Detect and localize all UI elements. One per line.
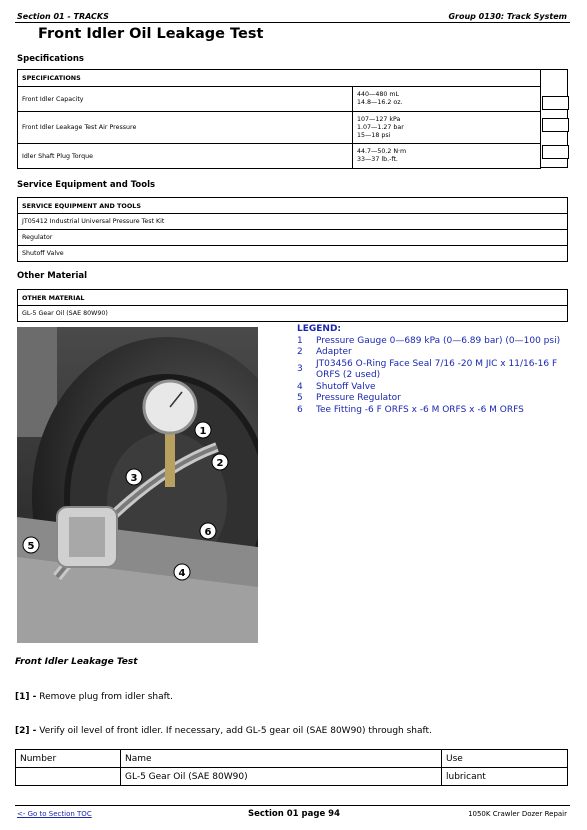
- section-toc-link[interactable]: <- Go to Section TOC: [17, 810, 92, 818]
- figure-caption: Front Idler Leakage Test: [15, 657, 138, 667]
- table-row: Shutoff Valve: [18, 246, 568, 262]
- callout-1: 1: [199, 426, 207, 437]
- legend: [297, 324, 567, 416]
- other-material-heading: Other Material: [17, 271, 88, 281]
- specifications-table: [17, 69, 541, 169]
- legend-item: 3 JT03456 O-Ring Face Seal 7/16 -20 M JIC x 11/16-16 F ORFS (2 used): [297, 358, 558, 380]
- table-header-row: Number Name Use: [16, 750, 568, 768]
- other-material-table-header: OTHER MATERIAL: [18, 290, 568, 306]
- specifications-table-header: SPECIFICATIONS: [18, 70, 541, 87]
- spec-value: 107—127 kPa 1.07—1.27 bar 15—18 psi: [353, 112, 541, 144]
- section-label: Section 01 - TRACKS: [17, 12, 109, 21]
- spec-checkbox[interactable]: [542, 118, 569, 132]
- spec-checkbox[interactable]: [542, 145, 569, 159]
- table-row: Regulator: [18, 230, 568, 246]
- callout-4: 4: [178, 568, 186, 579]
- group-label: Group 0130: Track System: [448, 12, 567, 21]
- legend-item: 1 Pressure Gauge 0—689 kPa (0—6.89 bar) (0—100 psi): [297, 335, 561, 346]
- spec-checkbox[interactable]: [542, 96, 569, 110]
- other-material-table: [17, 289, 568, 322]
- table-row: [18, 144, 541, 169]
- spec-value: 440—480 mL 14.8—16.2 oz.: [353, 87, 541, 112]
- legend-item: 5 Pressure Regulator: [297, 393, 401, 403]
- table-row: JT05412 Industrial Universal Pressure Test Kit: [18, 214, 568, 230]
- spec-label: Front Idler Leakage Test Air Pressure: [18, 112, 353, 144]
- table-row: [18, 112, 541, 144]
- legend-title: LEGEND:: [297, 324, 342, 334]
- step-1: [1] - Remove plug from idler shaft.: [15, 692, 174, 702]
- manual-title: 1050K Crawler Dozer Repair: [468, 810, 567, 818]
- table-row: GL-5 Gear Oil (SAE 80W90): [18, 306, 568, 322]
- spec-label: Idler Shaft Plug Torque: [18, 144, 353, 169]
- callout-6: 6: [204, 527, 212, 538]
- callout-5: 5: [27, 541, 35, 552]
- header-divider: [15, 22, 570, 23]
- idler-test-photo: [17, 327, 258, 643]
- service-equipment-heading: Service Equipment and Tools: [17, 180, 156, 190]
- page-title: Front Idler Oil Leakage Test: [38, 26, 264, 42]
- parts-table: [15, 749, 568, 786]
- step-2: [2] - Verify oil level of front idler. If necessary, add GL-5 gear oil (SAE 80W90) through shaft.: [15, 726, 432, 736]
- legend-item: 2 Adapter: [297, 347, 352, 357]
- photo-illustration: [17, 327, 258, 643]
- service-equipment-table-header: SERVICE EQUIPMENT AND TOOLS: [18, 198, 568, 214]
- callout-2: 2: [216, 458, 224, 469]
- legend-item: 4 Shutoff Valve: [297, 381, 376, 392]
- specifications-heading: Specifications: [17, 54, 84, 64]
- service-equipment-table: [17, 197, 568, 262]
- table-row: GL-5 Gear Oil (SAE 80W90) lubricant: [16, 768, 568, 786]
- table-row: [18, 87, 541, 112]
- spec-value: 44.7—50.2 N·m 33—37 lb.-ft.: [353, 144, 541, 169]
- callout-3: 3: [130, 473, 138, 484]
- spec-label: Front Idler Capacity: [18, 87, 353, 112]
- footer-divider: [15, 805, 570, 806]
- page-number: Section 01 page 94: [248, 809, 340, 819]
- legend-item: 6 Tee Fitting -6 F ORFS x -6 M ORFS x -6 M ORFS: [297, 404, 524, 415]
